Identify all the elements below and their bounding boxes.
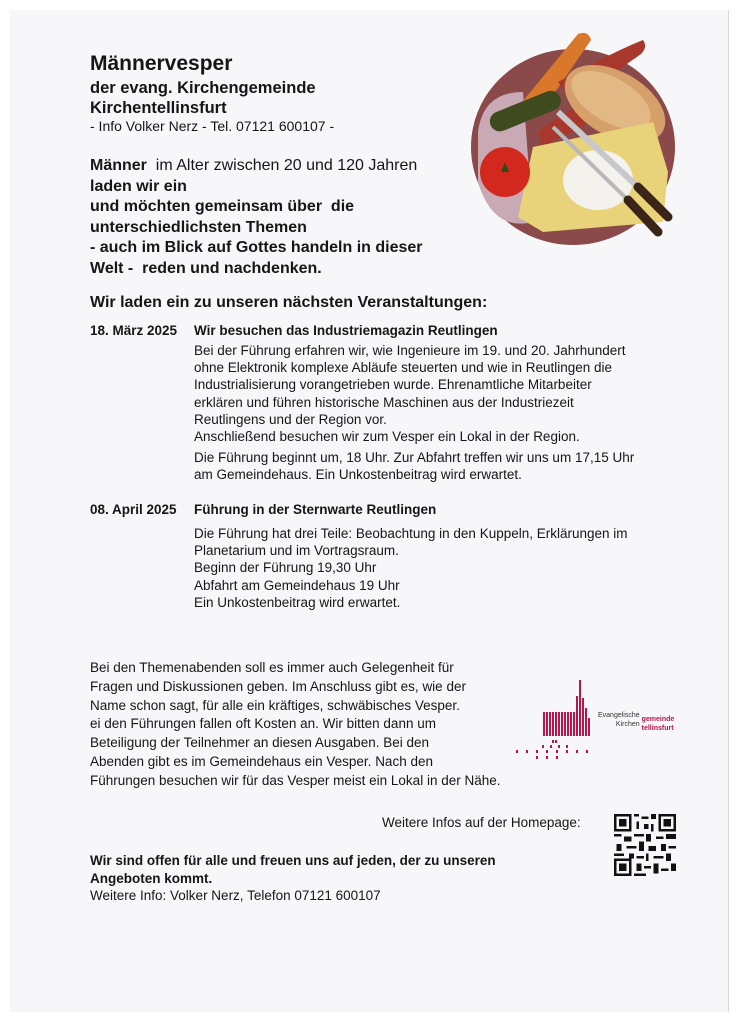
event-1-line: Industrialisierung vorangetrieben wurde. Ehrenamtliche Mitarbeiter xyxy=(194,377,592,393)
event-1-title: Wir besuchen das Industriemagazin Reutlingen xyxy=(194,323,498,338)
logo-text-kirchen: Kirchen xyxy=(615,721,640,728)
closing-line: Name schon sagt, für alle ein kräftiges, schwäbisches Vesper. xyxy=(90,697,460,713)
intro-line-6: Welt - reden und nachdenken. xyxy=(90,259,322,277)
event-1-line: Bei der Führung erfahren wir, wie Ingenieure im 19. und 20. Jahrhundert xyxy=(194,343,626,358)
closing-line: Beteiligung der Teilnehmer an diesen Ausgaben. Bei den xyxy=(90,735,429,751)
event-2-description xyxy=(194,525,628,611)
event-1-line: erklären und führen historische Maschinen aus der Industriezeit xyxy=(194,394,574,410)
event-1-line: Anschließend besuchen wir zum Vesper ein Lokal in der Region. xyxy=(194,429,580,445)
closing-paragraph xyxy=(90,659,500,791)
contact-info-header: - Info Volker Nerz - Tel. 07121 600107 - xyxy=(90,118,335,134)
logo-text-evangelische: Evangelische xyxy=(598,712,640,719)
event-2-title: Führung in der Sternwarte Reutlingen xyxy=(194,502,437,517)
event-2-line: Abfahrt am Gemeindehaus 19 Uhr xyxy=(194,577,400,593)
subtitle-line-1: der evang. Kirchengemeinde xyxy=(90,79,316,97)
event-2-line: Die Führung hat drei Teile: Beobachtung in den Kuppeln, Erklärungen im xyxy=(194,526,628,541)
intro-line-5: - auch im Blick auf Gottes handeln in dieser xyxy=(90,239,423,256)
event-2-line: Beginn der Führung 19,30 Uhr xyxy=(194,560,377,576)
event-2-line: Planetarium und im Vortragsraum. xyxy=(194,543,399,559)
page-title: Männervesper xyxy=(90,52,233,75)
intro-men-bold: Männer xyxy=(90,157,147,174)
closing-line: Bei den Themenabenden soll es immer auch Gelegenheit für xyxy=(90,660,454,675)
intro-age-range: im Alter zwischen 20 und 120 Jahren xyxy=(146,157,418,174)
event-1-schedule-line: am Gemeindehaus. Ein Unkostenbeitrag wird erwartet. xyxy=(194,467,522,483)
homepage-label: Weitere Infos auf der Homepage: xyxy=(382,815,581,830)
vesper-plate-image xyxy=(463,22,685,252)
intro-paragraph xyxy=(90,156,470,279)
footer-contact-info: Weitere Info: Volker Nerz, Telefon 07121 600107 xyxy=(90,888,381,903)
closing-line: ei den Führungen fallen oft Kosten an. Wir bitten dann um xyxy=(90,716,436,732)
closing-line: Fragen und Diskussionen geben. Im Anschluss gibt es, wie der xyxy=(90,678,466,694)
qr-code-icon[interactable] xyxy=(614,814,676,876)
event-1-schedule-line: Die Führung beginnt um, 18 Uhr. Zur Abfahrt treffen wir uns um 17,15 Uhr xyxy=(194,450,635,465)
event-2-line: Ein Unkostenbeitrag wird erwartet. xyxy=(194,594,401,610)
event-1-schedule xyxy=(194,449,634,483)
footer-block xyxy=(90,852,496,905)
event-1-description xyxy=(194,342,626,445)
footer-welcome-line-1: Wir sind offen für alle und freuen uns auf jeden, der zu unseren xyxy=(90,853,496,868)
event-1-line: ohne Elektronik komplexe Abläufe steuerten und wie in Reutlingen die xyxy=(194,360,613,376)
church-logo-icon xyxy=(512,678,594,760)
intro-line-3: und möchten gemeinsam über die xyxy=(90,198,355,215)
event-2-date: 08. April 2025 xyxy=(90,502,177,517)
event-1-date: 18. März 2025 xyxy=(90,323,178,338)
church-logo-text xyxy=(598,711,674,733)
events-heading: Wir laden ein zu unseren nächsten Veranstaltungen: xyxy=(90,294,488,311)
intro-line-4: unterschiedlichsten Themen xyxy=(90,218,307,236)
subtitle-line-2: Kirchentellinsfurt xyxy=(90,99,227,117)
logo-text-tellinsfurt: tellinsfurt xyxy=(641,725,674,732)
event-1-line: Reutlingens und der Region vor. xyxy=(194,411,387,427)
footer-welcome-line-2: Angeboten kommt. xyxy=(90,870,213,886)
closing-line: Abenden gibt es im Gemeindehaus ein Vesper. Nach den xyxy=(90,753,433,769)
logo-text-gemeinde: gemeinde xyxy=(641,716,675,723)
intro-line-2: laden wir ein xyxy=(90,177,187,195)
closing-line: Führungen besuchen wir für das Vesper meist ein Lokal in der Nähe. xyxy=(90,772,501,788)
